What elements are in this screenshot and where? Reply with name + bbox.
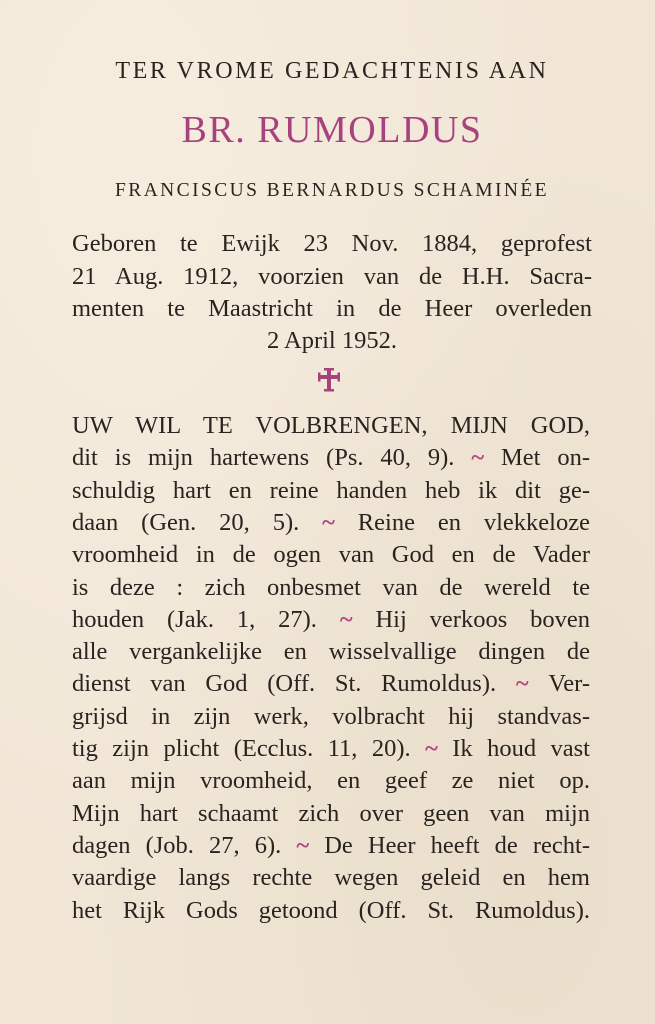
text-line	[72, 541, 590, 569]
tilde-separator-icon: ~	[496, 670, 549, 698]
text-segment: dienst van God (Off. St. Rumoldus).	[72, 670, 497, 698]
text-segment: dit is mijn hartewens (Ps. 40, 9).	[72, 444, 455, 472]
text-segment: Hij verkoos boven	[375, 605, 590, 633]
deceased-name: BR. RUMOLDUS	[181, 109, 483, 151]
text-segment: alle vergankelijke en wisselvallige dingen de	[72, 638, 590, 666]
text-line	[72, 800, 590, 828]
text-segment: daan (Gen. 20, 5).	[72, 508, 300, 536]
text-line	[72, 574, 590, 602]
bio-line: Geboren te Ewijk 23 Nov. 1884, geprofest	[72, 230, 592, 257]
text-segment: vaardige langs rechte wegen geleid en hem	[72, 864, 590, 892]
text-segment: Reine en vlekkeloze	[357, 508, 590, 536]
text-segment: Ik houd vast	[452, 735, 590, 762]
text-line	[72, 897, 590, 925]
tilde-separator-icon: ~	[299, 508, 358, 536]
text-segment: houden (Jak. 1, 27).	[72, 605, 317, 633]
text-line	[72, 864, 590, 892]
text-segment: het Rijk Gods getoond (Off. St. Rumoldus).	[72, 896, 590, 924]
text-segment: Met on-	[500, 444, 591, 472]
text-line	[72, 767, 590, 795]
intro-heading: TER VROME GEDACHTENIS AAN	[115, 58, 549, 84]
text-line	[72, 412, 590, 440]
text-line	[72, 606, 590, 634]
text-line	[72, 638, 590, 666]
bio-line: menten te Maastricht in de Heer overleden	[72, 295, 592, 322]
tilde-separator-icon: ~	[316, 605, 376, 633]
text-line	[72, 444, 590, 472]
text-line	[72, 509, 590, 537]
text-line	[72, 832, 590, 860]
text-line	[72, 670, 590, 698]
text-segment: schuldig hart en reine handen heb ik dit ge-	[72, 476, 590, 504]
text-segment: dagen (Job. 27, 6).	[72, 831, 282, 859]
text-segment: aan mijn vroomheid, en geef ze niet op.	[72, 767, 590, 795]
text-segment: UW WIL TE VOLBRENGEN, MIJN GOD,	[72, 412, 590, 439]
tilde-separator-icon: ~	[281, 831, 325, 859]
tilde-separator-icon: ~	[454, 444, 501, 472]
text-line	[72, 703, 590, 731]
text-line	[72, 735, 590, 763]
text-segment: De Heer heeft de recht-	[324, 831, 590, 859]
text-segment: Ver-	[548, 670, 590, 698]
text-line	[72, 477, 590, 505]
text-segment: is deze : zich onbesmet van de wereld te	[72, 573, 590, 601]
text-segment: tig zijn plicht (Ecclus. 11, 20).	[72, 735, 411, 762]
bio-line: 2 April 1952.	[267, 327, 397, 354]
tilde-separator-icon: ~	[410, 735, 453, 762]
cross-icon	[315, 366, 343, 394]
bio-line: 21 Aug. 1912, voorzien van de H.H. Sacra-	[72, 263, 592, 290]
full-name: FRANCISCUS BERNARDUS SCHAMINÉE	[115, 180, 549, 201]
text-segment: grijsd in zijn werk, volbracht hij standvas-	[72, 702, 590, 730]
text-segment: vroomheid in de ogen van God en de Vader	[72, 541, 590, 569]
text-segment: Mijn hart schaamt zich over geen van mijn	[72, 799, 590, 827]
